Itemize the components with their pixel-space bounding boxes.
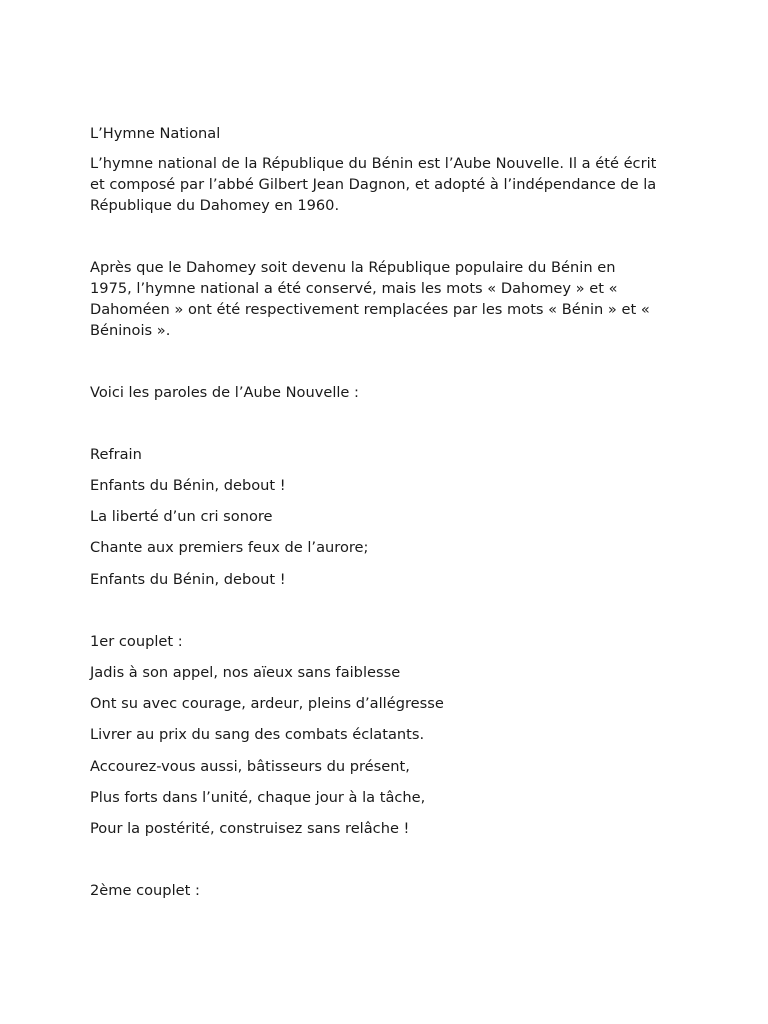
intro-line: et composé par l’abbé Gilbert Jean Dagnon, et adopté à l’indépendance de la [90, 176, 657, 193]
couplet1-line: Jadis à son appel, nos aïeux sans faiblesse [90, 664, 401, 681]
history-paragraph [90, 257, 690, 341]
history-line: Béninois ». [90, 322, 171, 339]
couplet2-heading: 2ème couplet : [90, 882, 200, 899]
intro-line: République du Dahomey en 1960. [90, 197, 340, 214]
history-line: Dahoméen » ont été respectivement remplacées par les mots « Bénin » et « [90, 301, 650, 318]
couplet1-heading: 1er couplet : [90, 633, 183, 650]
intro-paragraph [90, 153, 690, 216]
couplet1-line: Accourez-vous aussi, bâtisseurs du présent, [90, 758, 410, 775]
history-line: 1975, l’hymne national a été conservé, mais les mots « Dahomey » et « [90, 280, 618, 297]
refrain-line: Chante aux premiers feux de l’aurore; [90, 539, 369, 556]
lyrics-intro: Voici les paroles de l’Aube Nouvelle : [90, 384, 359, 401]
couplet1-line: Plus forts dans l’unité, chaque jour à la tâche, [90, 789, 426, 806]
refrain-line: Enfants du Bénin, debout ! [90, 477, 286, 494]
couplet1-line: Livrer au prix du sang des combats éclatants. [90, 726, 425, 743]
couplet1-line: Pour la postérité, construisez sans relâche ! [90, 820, 410, 837]
refrain-heading: Refrain [90, 446, 142, 463]
refrain-line: La liberté d’un cri sonore [90, 508, 273, 525]
couplet1-line: Ont su avec courage, ardeur, pleins d’allégresse [90, 695, 444, 712]
intro-line: L’hymne national de la République du Bénin est l’Aube Nouvelle. Il a été écrit [90, 155, 657, 172]
refrain-line: Enfants du Bénin, debout ! [90, 571, 286, 588]
document-title: L’Hymne National [90, 125, 221, 142]
history-line: Après que le Dahomey soit devenu la République populaire du Bénin en [90, 259, 616, 276]
